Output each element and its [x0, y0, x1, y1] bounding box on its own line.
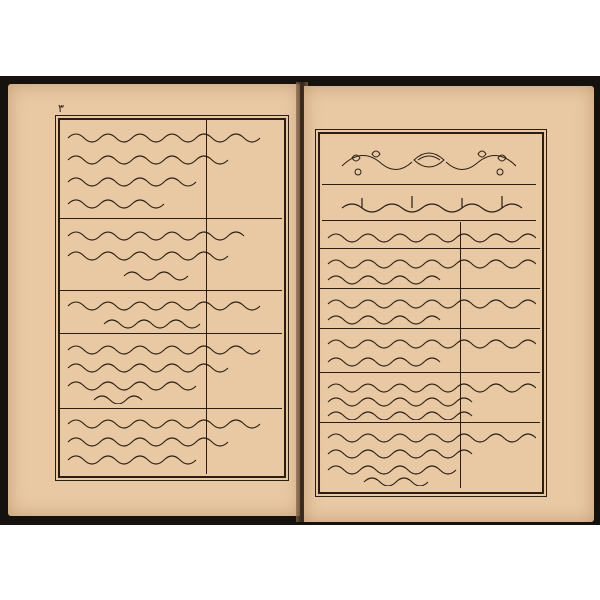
floral-header-ornament — [322, 136, 536, 185]
left-row-2-script — [64, 222, 276, 286]
left-row-3-script — [64, 294, 276, 330]
left-row-divider-1 — [60, 218, 282, 219]
right-row-divider-2 — [320, 288, 540, 289]
right-row-1-script — [324, 226, 536, 246]
right-row-3-script — [324, 292, 536, 326]
left-row-divider-2 — [60, 290, 282, 291]
page-number: ٣ — [58, 102, 64, 115]
basmala-line — [322, 186, 536, 221]
left-row-4-script — [64, 338, 276, 404]
left-row-5-script — [64, 412, 276, 472]
right-row-6-script — [324, 426, 536, 486]
left-row-divider-3 — [60, 333, 282, 334]
right-row-divider-4 — [320, 372, 540, 373]
right-row-divider-5 — [320, 422, 540, 423]
right-row-5-script — [324, 376, 536, 420]
right-row-divider-3 — [320, 328, 540, 329]
right-row-divider-1 — [320, 248, 540, 249]
left-row-1-script — [64, 124, 276, 214]
right-row-2-script — [324, 252, 536, 286]
right-row-4-script — [324, 332, 536, 370]
left-row-divider-4 — [60, 408, 282, 409]
